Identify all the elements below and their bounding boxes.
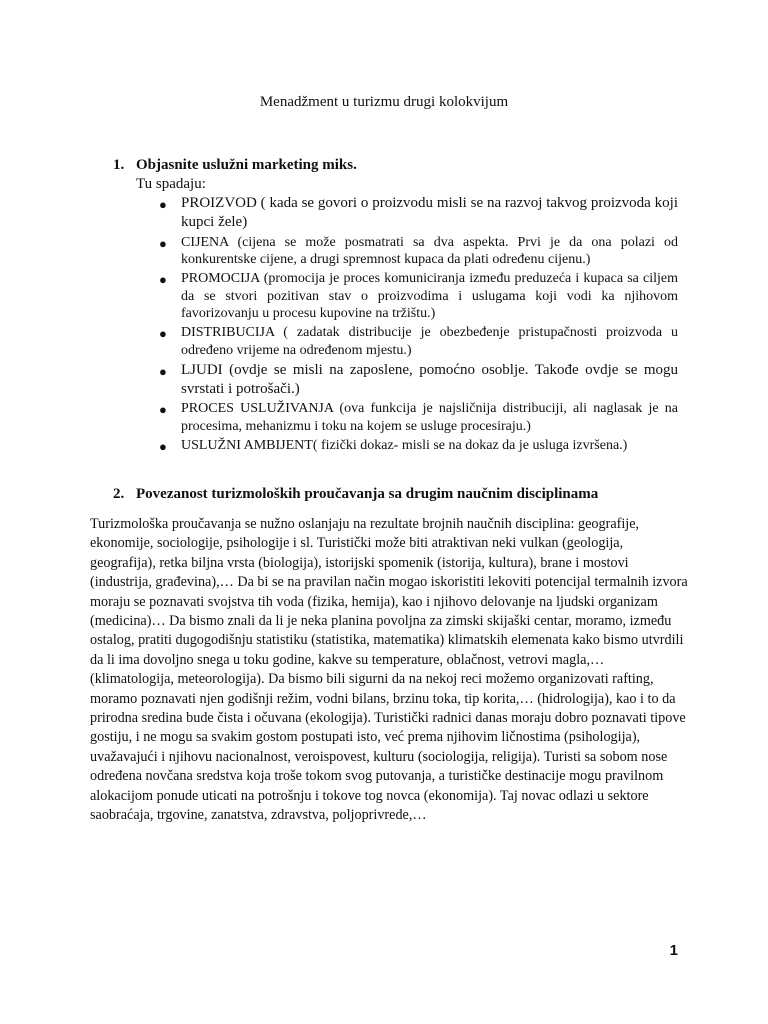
- list-item: [136, 234, 678, 269]
- list-item: [136, 361, 678, 399]
- bullet-icon: ●: [159, 402, 167, 417]
- list-item: [136, 270, 678, 323]
- list-item-text: PROMOCIJA (promocija je proces komuniciranja između preduzeća i kupaca sa ciljem da se stvori pozitivan stav o proizvodima i uslugama koji vodi ka njihovom favorizovanju u procesu kupovine na tržištu.): [181, 271, 678, 321]
- list-item: [136, 437, 678, 455]
- page-number: 1: [669, 942, 678, 959]
- question-2-heading: Povezanost turizmoloških proučavanja sa drugim naučnim disciplinama: [136, 486, 599, 502]
- page-title: Menadžment u turizmu drugi kolokvijum: [259, 94, 509, 110]
- list-item: [136, 400, 678, 435]
- question-1-heading: Objasnite uslužni marketing miks.: [136, 157, 357, 173]
- list-item: [136, 194, 678, 232]
- bullet-icon: ●: [159, 197, 167, 212]
- list-item: [136, 324, 678, 359]
- list-item-text: USLUŽNI AMBIJENT( fizički dokaz- misli se na dokaz da je usluga izvršena.): [181, 437, 628, 453]
- bullet-icon: ●: [159, 235, 167, 251]
- marketing-mix-list: [136, 194, 678, 456]
- bullet-icon: ●: [159, 272, 167, 287]
- question-1-intro: Tu spadaju:: [136, 176, 206, 192]
- question-1-number: 1.: [113, 157, 125, 173]
- list-item-text: PROCES USLUŽIVANJA (ova funkcija je najsličnija distribuciji, ali naglasak je na procesima, mehanizmu i toku na kojem se usluge procesiraju.): [181, 401, 678, 434]
- list-item-text: LJUDI (ovdje se misli na zaposlene, pomoćno osoblje. Takođe ovdje se mogu svrstati i potrošači.): [181, 361, 678, 397]
- question-2-paragraph: Turizmološka proučavanja se nužno oslanjaju na rezultate brojnih naučnih disciplina: geografije, ekonomije, sociologije, psihologije i sl. Turistički može biti atraktivan neki vulkan (geologija, geografija), retka biljna vrsta (biologija), istorijski spomenik (istorija, kultura), brane i mostovi (industrija, građevina),… Da bi se na pravilan način mogao iskoristiti lekoviti potencijal termalnih izvora moraju se poznavati svojstva tih voda (fizika, hemija), kao i njihovo delovanje na ljudski organizam (medicina)… Da bismo znali da li je neka planina povoljna za zimski skijaški centar, moramo, između ostalog, pratiti dugogodišnju statistiku (statistika, matematika) klimatskih elemenata kako bismo utvrdili da li ima dovoljno snega u toku godine, kakve su temperature, oblačnost, vetrovi magla,… (klimatologija, meteorologija). Da bismo bili sigurni da na nekoj reci možemo organizovati rafting, moramo poznavati njen godišnji režim, vodni bilans, brzinu toka, tip korita,… (hidrologija), kao i to da prirodna sredina bude čista i očuvana (ekologija). Turistički radnici danas moraju dobro poznavati tipove gostiju, i ne mogu sa svakim gostom postupati isto, već prema njihovim ličnostima (psihologija), uvažavajući i njihovu nacionalnost, veroispovest, kulturu (sociologija, religija). Turisti sa sobom nose određena novčana sredstva koja troše tokom svog putovanja, a turističke destinacije mogu pravilnom alokacijom ponude uticati na potrošnju i tokove tog novca (ekonomija). Taj novac odlazi u sektore saobraćaja, trgovine, zanatstva, zdravstva, poljoprivrede,…: [90, 516, 688, 824]
- bullet-icon: ●: [159, 363, 167, 379]
- question-2-number: 2.: [113, 486, 125, 502]
- list-item-text: DISTRIBUCIJA ( zadatak distribucije je obezbeđenje pristupačnosti proizvoda u određeno vrijeme na određenom mjestu.): [181, 325, 678, 358]
- list-item-text: PROIZVOD ( kada se govori o proizvodu misli se na razvoj takvog proizvoda koji kupci žele): [181, 195, 678, 230]
- bullet-icon: ●: [159, 326, 167, 341]
- list-item-text: CIJENA (cijena se može posmatrati sa dva aspekta. Prvi je da ona polazi od konkurentske cijene, a drugi spremnost kupaca da plati određenu cijenu.): [181, 234, 678, 267]
- bullet-icon: ●: [159, 438, 167, 454]
